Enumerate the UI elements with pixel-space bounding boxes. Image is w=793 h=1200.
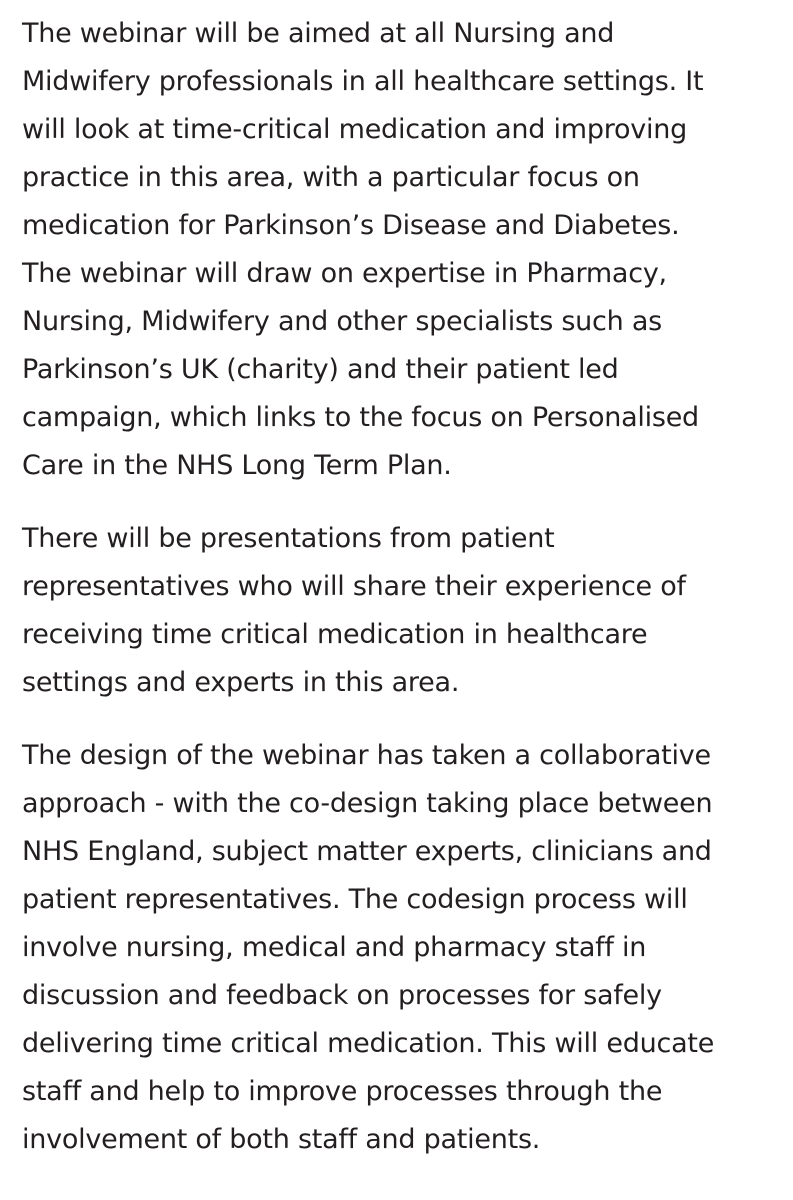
text-line: The design of the webinar has taken a collaborative xyxy=(22,740,711,771)
text-line: Parkinson’s UK (charity) and their patient led xyxy=(22,354,619,385)
text-line: receiving time critical medication in healthcare xyxy=(22,619,648,650)
text-line: involvement of both staff and patients. xyxy=(22,1124,541,1155)
text-line: There will be presentations from patient xyxy=(22,523,555,554)
text-line: practice in this area, with a particular focus on xyxy=(22,162,640,193)
paragraph-presentations xyxy=(22,515,771,707)
text-line: The webinar will be aimed at all Nursing and xyxy=(22,18,615,49)
text-line: The webinar will draw on expertise in Pharmacy, xyxy=(22,258,667,289)
text-line: discussion and feedback on processes for safely xyxy=(22,980,662,1011)
text-line: delivering time critical medication. This will educate xyxy=(22,1028,715,1059)
text-line: medication for Parkinson’s Disease and Diabetes. xyxy=(22,210,680,241)
text-line: staff and help to improve processes through the xyxy=(22,1076,663,1107)
text-line: settings and experts in this area. xyxy=(22,667,460,698)
text-line: involve nursing, medical and pharmacy staff in xyxy=(22,932,647,963)
text-line: Midwifery professionals in all healthcare settings. It xyxy=(22,66,704,97)
paragraph-design xyxy=(22,732,771,1164)
paragraph-intro xyxy=(22,10,771,490)
text-line: approach - with the co-design taking place between xyxy=(22,788,713,819)
text-line: NHS England, subject matter experts, clinicians and xyxy=(22,836,712,867)
text-line: Nursing, Midwifery and other specialists such as xyxy=(22,306,662,337)
text-line: Care in the NHS Long Term Plan. xyxy=(22,450,452,481)
text-line: patient representatives. The codesign process will xyxy=(22,884,688,915)
text-line: representatives who will share their experience of xyxy=(22,571,686,602)
text-line: campaign, which links to the focus on Personalised xyxy=(22,402,699,433)
text-line: will look at time-critical medication and improving xyxy=(22,114,687,145)
